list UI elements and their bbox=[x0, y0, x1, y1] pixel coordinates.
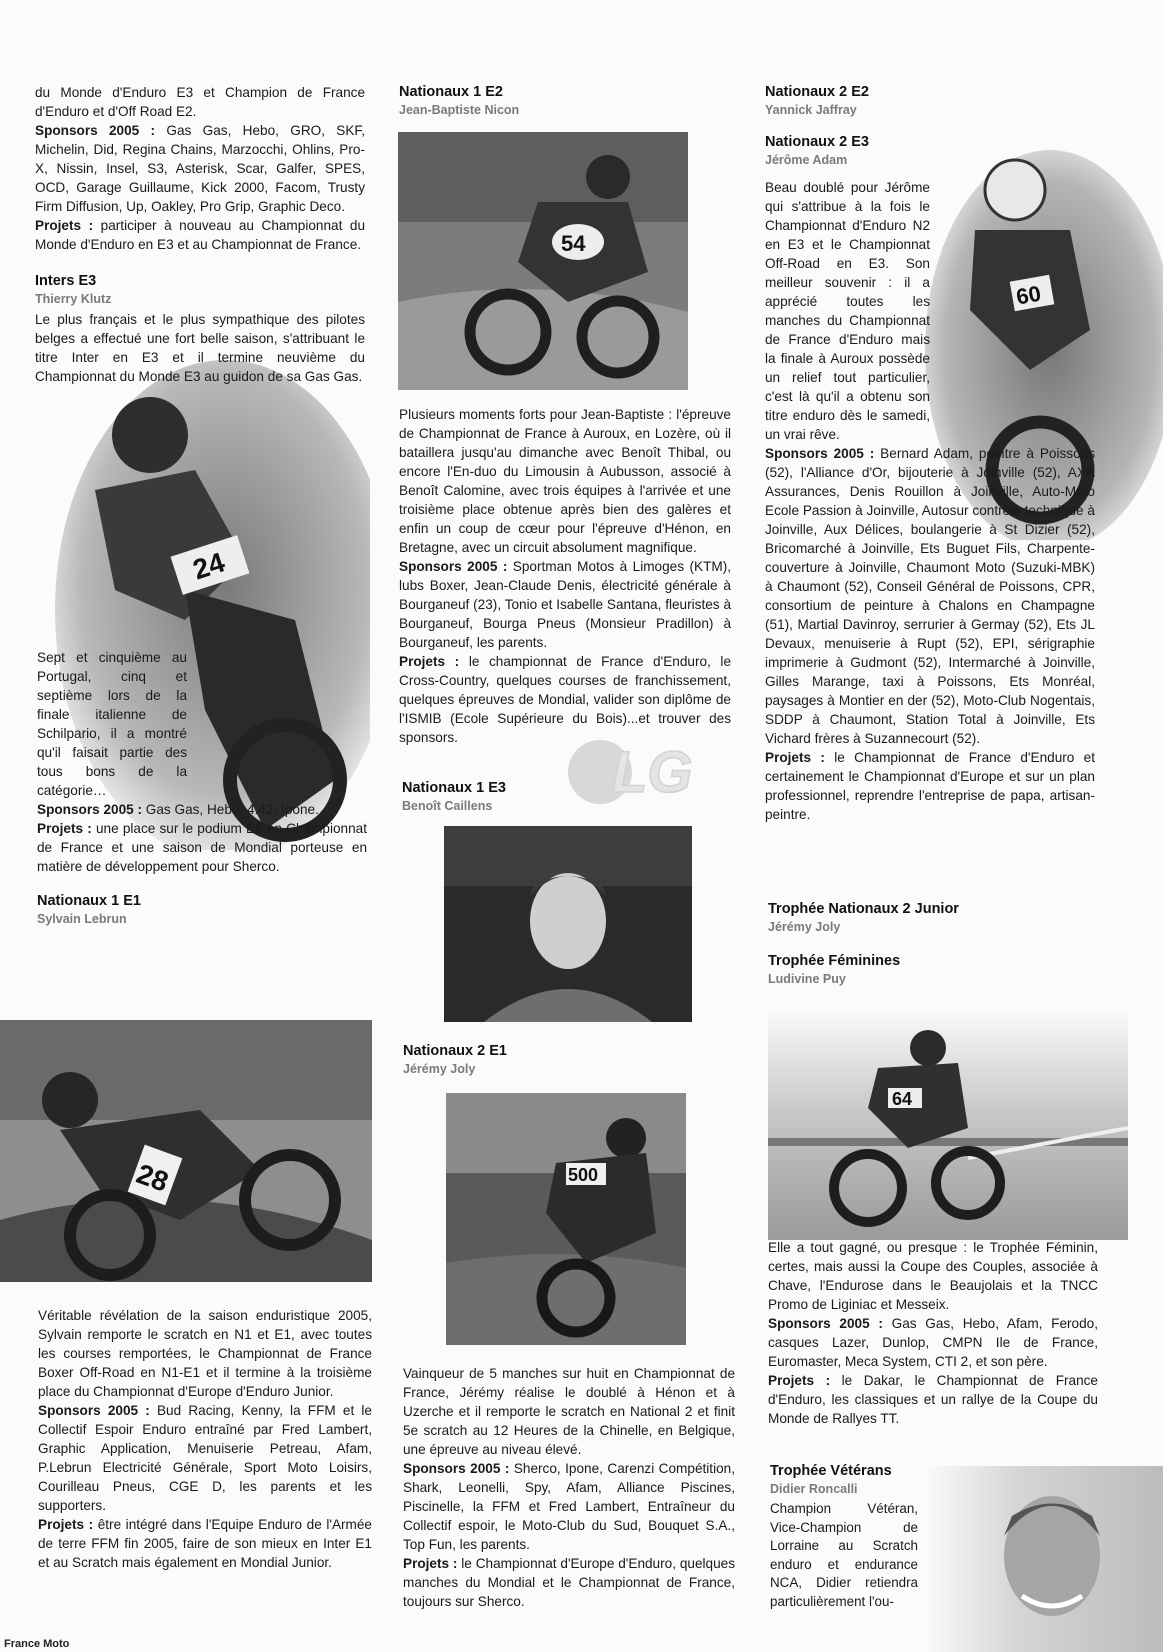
photo-sylvain-lebrun bbox=[0, 1020, 372, 1282]
column-middle bbox=[399, 405, 731, 747]
inters-projets: Projets : une place sur le podium E2 en Championnat de France et une saison de Mondial porteuse en matière de développement pour Sherco. bbox=[37, 821, 367, 874]
column-middle-n1e3 bbox=[402, 779, 702, 817]
n1e1-projets: Projets : être intégré dans l'Equipe Enduro de l'Armée de terre FFM fin 2005, faire de son mieux en Inter E1 et au Scratch mais également en Mondial Junior. bbox=[38, 1517, 372, 1570]
intro-text: du Monde d'Enduro E3 et Champion de France d'Enduro et d'Off Road E2. bbox=[35, 85, 365, 119]
photo-ludivine-puy bbox=[768, 1008, 1128, 1240]
section-title-trophee-feminines: Trophée Féminines bbox=[768, 953, 901, 969]
photo-benoit-caillens bbox=[444, 826, 692, 1022]
n2e3-sponsors: Sponsors 2005 : Bernard Adam, peintre à Poissons (52), l'Alliance d'Or, bijouterie à Joinville (52), AXA Assurances, Denis Rouillon à Joinville, Auto-Moto Ecole Passion à Joinville, Autosur contrôle technique à Joinville, Aux Délices, boulangerie à St Dizier (52), Bricomarché à Joinville, Ets Buguet Fils, Charpente-couverture à Joinville, Chaumont Moto (Suzuki-MBK) à Chaumont (52), Conseil Général de Poissons, CPR, consortium de peinture à Chalons en Champagne (51), Martial Davinroy, serrurier à Germay (52), Ets JL Devaux, menuiserie à Rupt (52), EPI, sérigraphie imprimerie à Gudmont (52), Intermarché à Joinville, Gilles Marange, taxi à Poissons, Ets Monréal, paysages à Montier en der (52), Moto-Club Nogentais, SDDP à Chaumont, Station Total à Joinville, Ets Vichard frères à Suzannecourt (52). bbox=[765, 446, 1095, 746]
column-right-n2e3-sponsors bbox=[765, 444, 1095, 824]
magazine-footer: France Moto bbox=[4, 1638, 70, 1650]
puy-race-number: 64 bbox=[892, 1089, 913, 1109]
tf-text: Elle a tout gagné, ou presque : le Trophée Féminin, certes, mais aussi la Coupe des Couples, associée à Chave, l'Endurose dans le Beaujolais et la TNCC Promo de Liginiac et Messeix. bbox=[768, 1240, 1098, 1312]
rider-name-jeremy-joly: Jérémy Joly bbox=[403, 1062, 476, 1076]
section-title-n1e3: Nationaux 1 E3 bbox=[402, 780, 506, 796]
rider-name-jean-baptiste-nicon: Jean-Baptiste Nicon bbox=[399, 103, 520, 117]
n2e1-text: Vainqueur de 5 manches sur huit en Championnat de France, Jérémy réalise le doublé à Hénon et à Uzerche et il remporte le scratch en National 2 et finit 5e scratch au 12 Heures de la Chinelle, en Belgique, une épreuve au niveau élevé. bbox=[403, 1366, 735, 1457]
klutz-race-number: 24 bbox=[189, 546, 229, 586]
watermark-text: LG bbox=[612, 740, 693, 805]
intro-sponsors: Sponsors 2005 : Gas Gas, Hebo, GRO, SKF, Michelin, Did, Regina Chains, Marzocchi, Ohlins, Pro-X, Nissin, Insel, S3, Asterisk, Scar, Galfer, SPES, OCD, Garage Guillaume, Kick 2000, Facom, Trusty Firm Diffusion, Up, Oakley, Pro Grip, Graphic Deco. bbox=[35, 123, 366, 214]
section-title-n1e1: Nationaux 1 E1 bbox=[37, 893, 141, 909]
column-right-veterans bbox=[770, 1462, 918, 1611]
section-title-trophee-n2-junior: Trophée Nationaux 2 Junior bbox=[768, 901, 959, 917]
column-middle-top bbox=[399, 83, 731, 121]
column-left-lower bbox=[37, 648, 367, 930]
joly-race-number: 500 bbox=[568, 1165, 599, 1185]
column-right-n2e3 bbox=[765, 178, 930, 444]
tf-sponsors: Sponsors 2005 : Gas Gas, Hebo, Afam, Ferodo, casques Lazer, Dunlop, CMPN Ile de France, Euromaster, Meca System, CTI 2, et son père. bbox=[768, 1316, 1099, 1369]
n1e2-projets: Projets : le championnat de France d'Enduro, le Cross-Country, quelques courses de franchissement, quelques épreuves de Mondial, valider son diplôme de l'ISMIB (Ecole Supérieure du Bois)...et trouver des sponsors. bbox=[399, 654, 732, 745]
section-title-n2e3: Nationaux 2 E3 bbox=[765, 134, 869, 150]
n2e1-projets: Projets : le Championnat d'Europe d'Enduro, quelques manches du Mondial et le Championnat de France, toujours sur Sherco. bbox=[403, 1556, 735, 1609]
column-left-bottom bbox=[38, 1306, 372, 1572]
section-title-inters-e3: Inters E3 bbox=[35, 273, 97, 289]
rider-name-jerome-adam: Jérôme Adam bbox=[765, 153, 848, 167]
rider-name-thierry-klutz: Thierry Klutz bbox=[35, 292, 112, 306]
rider-name-jeremy-joly-junior: Jérémy Joly bbox=[768, 920, 841, 934]
inters-sponsors: Sponsors 2005 : Gas Gas, Hebo, 4.42, Ipone. bbox=[37, 802, 319, 817]
column-middle-n2e1 bbox=[403, 1042, 703, 1080]
column-middle-bottom bbox=[403, 1364, 735, 1611]
inters-text-1: Le plus français et le plus sympathique des pilotes belges a effectué une fort belle saison, s'attribuant le titre Inter en E3 et il termine neuvième du Championnat du Monde E3 au guidon de sa Gas Gas. bbox=[35, 312, 365, 384]
rider-name-sylvain-lebrun: Sylvain Lebrun bbox=[37, 912, 127, 926]
column-right-top bbox=[765, 83, 1095, 171]
n1e2-text: Plusieurs moments forts pour Jean-Baptiste : l'épreuve de Championnat de France à Auroux, en Lozère, où il bataillera jusqu'au dimanche avec Benoît Thibal, ou encore l'En-duo du Limousin à Aubusson, associé à Benoît Calomine, avec trois équipes à l'arrivée et une troisième place obtenue après bien des galères et enfin un coup de cœur pour l'épreuve d'Hénon, en Bretagne, avec un circuit absolument magnifique. bbox=[399, 407, 731, 555]
adam-race-number: 60 bbox=[1014, 280, 1043, 310]
n2e3-text: Beau doublé pour Jérôme qui s'attribue à la fois le Championnat d'Enduro N2 en E3 et le Championnat Off-Road en E3. Son meilleur souvenir : il a apprécié toutes les manches du Championnat de France d'Enduro mais la finale à Auroux possède un relief tout particulier, c'est là qu'il a obtenu son titre enduro dès le samedi, un vrai rêve. bbox=[765, 180, 930, 442]
nicon-race-number: 54 bbox=[561, 231, 586, 256]
tf-projets: Projets : le Dakar, le Championnat de France d'Enduro, les classiques et un rallye de la Coupe du Monde de Rallyes TT. bbox=[768, 1373, 1098, 1426]
column-left bbox=[35, 83, 365, 386]
section-title-n2e2: Nationaux 2 E2 bbox=[765, 84, 869, 100]
rider-name-benoit-caillens: Benoît Caillens bbox=[402, 799, 493, 813]
n2e1-sponsors: Sponsors 2005 : Sherco, Ipone, Carenzi Compétition, Shark, Leonelli, Spy, Afam, Alliance Piscines, Piscinelle, la FFM et Fred Lambert, Entraîneur du Collectif espoir, le Moto-Club du Sud, Bouquet S.A., Top Fun, les parents. bbox=[403, 1461, 735, 1552]
n1e1-text: Véritable révélation de la saison enduristique 2005, Sylvain remporte le scratch en N1 et E1, avec toutes les courses remportées, le Championnat de France Boxer Off-Road en N1-E1 et il termine à la troisième place du Championnat d'Europe d'Enduro Junior. bbox=[38, 1308, 372, 1399]
n2e3-projets: Projets : le Championnat de France d'Enduro et certainement le Championnat d'Europe et sur un plan professionnel, reprendre l'entreprise de papa, artisan-peintre. bbox=[765, 750, 1096, 822]
n1e1-sponsors: Sponsors 2005 : Bud Racing, Kenny, la FFM et le Collectif Espoir Enduro entraîné par Fred Lambert, Graphic Application, Menuiserie Petreau, Afam, P.Lebrun Electricité Générale, Sport Moto Loisirs, Courilleau Pneus, CGE D, les parents et les supporters. bbox=[38, 1403, 372, 1513]
photo-didier-roncalli bbox=[922, 1466, 1163, 1652]
rider-name-didier-roncalli: Didier Roncalli bbox=[770, 1482, 858, 1496]
rider-name-yannick-jaffray: Yannick Jaffray bbox=[765, 103, 857, 117]
n1e2-sponsors: Sponsors 2005 : Sportman Motos à Limoges (KTM), lubs Boxer, Jean-Claude Denis, électricité générale à Bourganeuf (23), Tonio et Isabelle Santana, fleuristes à Bourganeuf, Bourga Pneus (Monsieur Pradillon) à Bourganeuf, les parents. bbox=[399, 559, 731, 650]
tv-text: Champion Vétéran, Vice-Champion de Lorraine au Scratch enduro et endurance NCA, Didier retiendra particulièrement l'ou- bbox=[770, 1501, 918, 1609]
photo-jeremy-joly bbox=[446, 1093, 686, 1345]
intro-projets: Projets : participer à nouveau au Championnat du Monde d'Enduro en E3 et au Championnat de France. bbox=[35, 218, 366, 252]
photo-jean-baptiste-nicon bbox=[398, 132, 688, 390]
column-right-feminines bbox=[768, 1238, 1098, 1428]
section-title-trophee-veterans: Trophée Vétérans bbox=[770, 1463, 892, 1479]
lebrun-race-number: 28 bbox=[132, 1157, 173, 1198]
column-right-trophies bbox=[768, 900, 1098, 990]
section-title-n2e1: Nationaux 2 E1 bbox=[403, 1043, 507, 1059]
inters-text-2: Sept et cinquième au Portugal, cinq et septième lors de la finale italienne de Schilpario, il a montré qu'il faisait partie des tous bons de la catégorie… bbox=[37, 650, 187, 798]
rider-name-ludivine-puy: Ludivine Puy bbox=[768, 972, 846, 986]
section-title-n1e2: Nationaux 1 E2 bbox=[399, 84, 503, 100]
